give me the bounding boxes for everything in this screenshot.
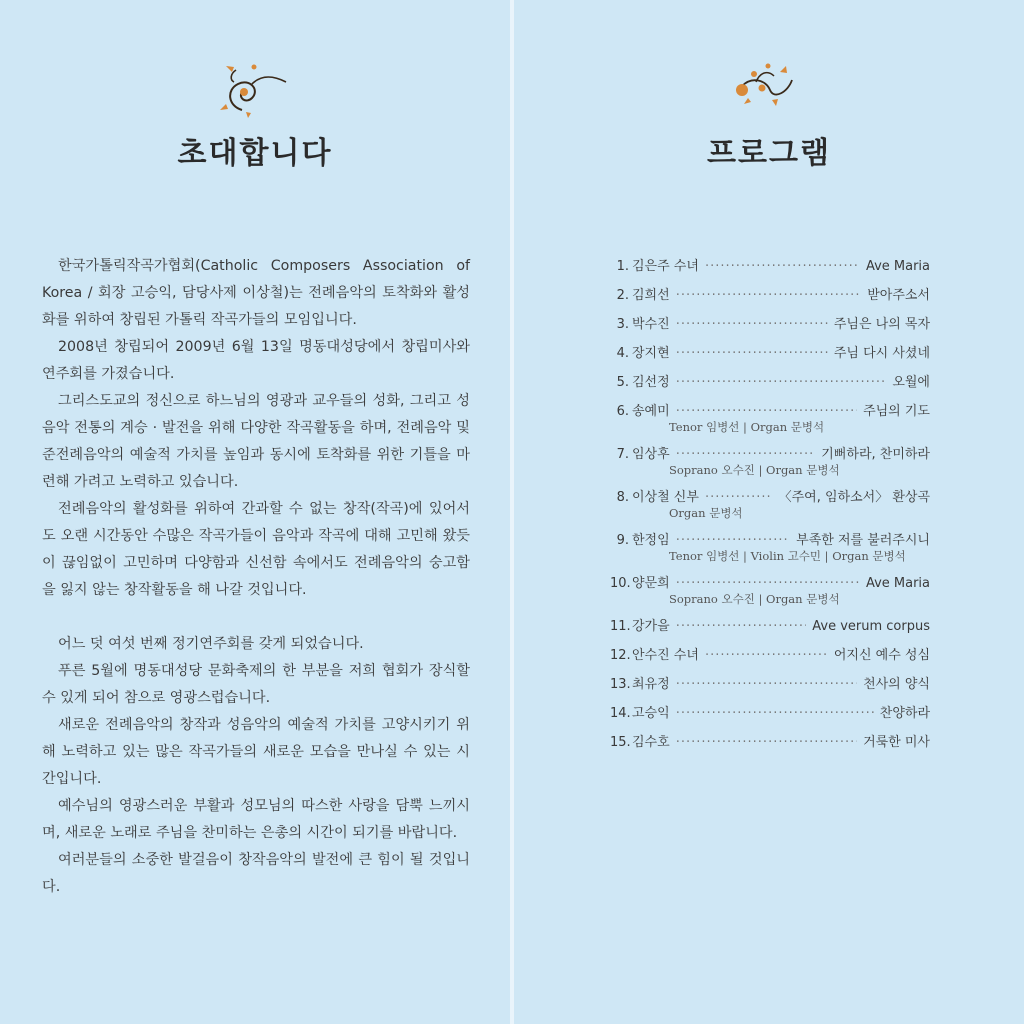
piece-title: 천사의 양식 — [863, 677, 930, 692]
paragraph: 그리스도교의 정신으로 하느님의 영광과 교우들의 성화, 그리고 성음악 전통의 계승 · 발전을 위해 다양한 작곡활동을 하며, 전례음악 및 준전례음악의 예술적 가치를 높임과 동시에 토착화를 위한 기틀을 마련해 가려고 노력하고 있습니다. — [42, 393, 470, 490]
composer-name: 김수호 — [632, 735, 670, 750]
item-number: 3. — [616, 317, 629, 332]
leader-dots — [676, 612, 807, 641]
item-number: 6. — [616, 404, 629, 419]
paragraph: 예수님의 영광스러운 부활과 성모님의 따스한 사랑을 담뿍 느끼시며, 새로운 노래로 주님을 찬미하는 은총의 시간이 되기를 바랍니다. — [42, 798, 470, 841]
paragraph: 한국가톨릭작곡가협회(Catholic Composers Association of Korea / 회장 고승익, 담당사제 이상철)는 전례음악의 토착화와 활성화를 위하여 창립된 가톨릭 작곡가들의 모임입니다. — [42, 258, 470, 328]
paragraph: 어느 덧 여섯 번째 정기연주회를 갖게 되었습니다. — [58, 636, 364, 652]
item-number: 9. — [616, 533, 629, 548]
item-number: 2. — [616, 288, 629, 303]
composer-name: 장지현 — [632, 346, 670, 361]
program-list — [610, 252, 930, 757]
piece-title: 오월에 — [892, 375, 930, 390]
item-number: 5. — [616, 375, 629, 390]
piece-title: 주님 다시 사셨네 — [833, 346, 930, 361]
program-item — [610, 569, 930, 612]
leader-dots — [676, 728, 857, 757]
piece-title: 찬양하라 — [879, 706, 930, 721]
piece-title: 거룩한 미사 — [863, 735, 930, 750]
composer-name: 강가을 — [632, 619, 670, 634]
performers: Soprano 오수진 | Organ 문병석 — [669, 592, 840, 606]
program-item — [610, 310, 930, 339]
composer-name: 최유정 — [632, 677, 670, 692]
leader-dots — [705, 641, 828, 670]
leader-dots — [676, 281, 862, 310]
item-number: 11. — [610, 619, 631, 634]
program-item — [610, 252, 930, 281]
paragraph: 푸른 5월에 명동대성당 문화축제의 한 부분을 저희 협회가 장식할 수 있게 되어 참으로 영광스럽습니다. — [42, 663, 470, 706]
piece-title: 주님은 나의 목자 — [833, 317, 930, 332]
composer-name: 송예미 — [632, 404, 670, 419]
item-number: 1. — [616, 259, 629, 274]
item-number: 10. — [610, 576, 631, 591]
invitation-heading: 초대합니다 — [177, 136, 333, 171]
piece-title: 〈주여, 임하소서〉 환상곡 — [778, 490, 930, 505]
paragraph: 새로운 전례음악의 창작과 성음악의 예술적 가치를 고양시키기 위해 노력하고 있는 많은 작곡가들의 새로운 모습을 만나실 수 있는 시간입니다. — [42, 717, 470, 787]
item-number: 14. — [610, 706, 631, 721]
composer-name: 박수진 — [632, 317, 670, 332]
program-item — [610, 483, 930, 526]
performers: Soprano 오수진 | Organ 문병석 — [669, 463, 840, 477]
piece-title: 부족한 저를 불러주시니 — [796, 533, 930, 548]
item-number: 15. — [610, 735, 631, 750]
composer-name: 고승익 — [632, 706, 670, 721]
paragraph: 2008년 창립되어 2009년 6월 13일 명동대성당에서 창립미사와 연주회를 가졌습니다. — [42, 339, 470, 382]
program-item — [610, 339, 930, 368]
program-item — [610, 368, 930, 397]
piece-title: 주님의 기도 — [863, 404, 930, 419]
swirl-ornament-icon — [218, 60, 290, 118]
leader-dots — [676, 699, 874, 728]
paragraph: 여러분들의 소중한 발걸음이 창작음악의 발전에 큰 힘이 될 것입니다. — [42, 852, 470, 895]
leader-dots — [705, 252, 860, 281]
leader-dots — [676, 368, 887, 397]
composer-name: 김선정 — [632, 375, 670, 390]
program-heading: 프로그램 — [707, 136, 831, 171]
program-item — [610, 670, 930, 699]
piece-title: 받아주소서 — [867, 288, 930, 303]
composer-name: 안수진 수녀 — [632, 648, 699, 663]
program-item — [610, 281, 930, 310]
program-item — [610, 728, 930, 757]
program-item — [610, 641, 930, 670]
composer-name: 이상철 신부 — [632, 490, 699, 505]
piece-title: 기뻐하라, 찬미하라 — [821, 447, 930, 462]
composer-name: 양문희 — [632, 576, 670, 591]
program-item — [610, 612, 930, 641]
item-number: 4. — [616, 346, 629, 361]
program-panel — [514, 0, 1024, 1024]
invitation-panel — [0, 0, 510, 1024]
piece-title: Ave verum corpus — [812, 619, 930, 634]
leader-dots — [676, 310, 828, 339]
item-number: 13. — [610, 677, 631, 692]
item-number: 8. — [616, 490, 629, 505]
performers: Tenor 임병선 | Violin 고수민 | Organ 문병석 — [669, 549, 906, 563]
leader-dots — [676, 339, 828, 368]
performers: Organ 문병석 — [669, 506, 743, 520]
berry-ornament-icon — [732, 62, 798, 108]
program-item — [610, 526, 930, 569]
composer-name: 임상후 — [632, 447, 670, 462]
performers: Tenor 임병선 | Organ 문병석 — [669, 420, 825, 434]
composer-name: 김희선 — [632, 288, 670, 303]
piece-title: 어지신 예수 성심 — [833, 648, 930, 663]
piece-title: Ave Maria — [865, 259, 930, 274]
program-item — [610, 699, 930, 728]
item-number: 12. — [610, 648, 631, 663]
program-item — [610, 397, 930, 440]
composer-name: 한정임 — [632, 533, 670, 548]
item-number: 7. — [616, 447, 629, 462]
composer-name: 김은주 수녀 — [632, 259, 699, 274]
invitation-text — [42, 253, 470, 901]
piece-title: Ave Maria — [865, 576, 930, 591]
leader-dots — [676, 670, 857, 699]
paragraph: 전례음악의 활성화를 위하여 간과할 수 없는 창작(작곡)에 있어서도 오랜 시간동안 수많은 작곡가들이 음악과 작곡에 대해 고민해 왔듯이 끊임없이 고민하며 다양함과 신선함 속에서도 전례음악의 숭고함을 잃지 않는 창작활동을 해 나갈 것입니다. — [42, 501, 470, 598]
program-item — [610, 440, 930, 483]
